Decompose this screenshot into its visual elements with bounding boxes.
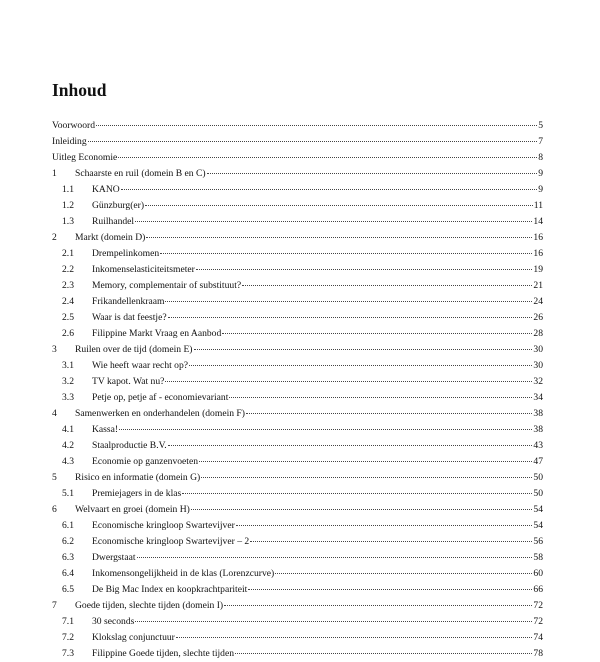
toc-entry-title: Economische kringloop Swartevijver – 2 [92, 536, 250, 547]
dot-leader [242, 285, 532, 286]
toc-entry-number: 5 [52, 472, 57, 483]
dot-leader [168, 445, 533, 446]
toc-entry-title: Filippine Goede tijden, slechte tijden [92, 648, 235, 659]
toc-page-number: 50 [533, 488, 543, 499]
toc-entry-title: Frikandellenkraam [92, 296, 165, 307]
toc-subentry[interactable] [52, 454, 543, 470]
toc-entry-title: Schaarste en ruil (domein B en C) [75, 168, 206, 179]
toc-entry-number: 2.5 [62, 312, 74, 323]
toc-page-number: 47 [533, 456, 543, 467]
toc-entry-title: Ruilhandel [92, 216, 135, 227]
toc-page-number: 72 [533, 600, 543, 611]
toc-entry[interactable] [52, 166, 543, 182]
toc-subentry[interactable] [52, 566, 543, 582]
toc-entry-number: 1.2 [62, 200, 74, 211]
toc-subentry[interactable] [52, 326, 543, 342]
toc-entry-number: 7.1 [62, 616, 74, 627]
toc-page-number: 7 [538, 136, 543, 147]
toc-entry-title: Drempelinkomen [92, 248, 160, 259]
toc-entry-title: Kassa! [92, 424, 119, 435]
toc-subentry[interactable] [52, 518, 543, 534]
toc-entry-title: Günzburg(er) [92, 200, 145, 211]
toc-subentry[interactable] [52, 550, 543, 566]
toc-page-number: 78 [533, 648, 543, 659]
toc-page-number: 9 [538, 184, 543, 195]
toc-subentry[interactable] [52, 198, 543, 214]
toc-page-number: 58 [533, 552, 543, 563]
toc-entry-number: 7 [52, 600, 57, 611]
toc-page-number: 16 [533, 232, 543, 243]
dot-leader [145, 205, 533, 206]
toc-entry-title: Economische kringloop Swartevijver [92, 520, 235, 531]
dot-leader [121, 189, 537, 190]
toc-entry-number: 2.4 [62, 296, 74, 307]
dot-leader [224, 605, 532, 606]
dot-leader [176, 637, 533, 638]
toc-entry-number: 2.1 [62, 248, 74, 259]
toc-entry[interactable] [52, 342, 543, 358]
dot-leader [275, 573, 532, 574]
dot-leader [137, 557, 533, 558]
page-title: Inhoud [52, 80, 107, 100]
toc-entry-number: 4.2 [62, 440, 74, 451]
toc-entry-title: KANO [92, 184, 120, 195]
toc-entry-number: 3.2 [62, 376, 74, 387]
dot-leader [207, 173, 538, 174]
table-of-contents [52, 118, 543, 662]
toc-entry-number: 3 [52, 344, 57, 355]
dot-leader [201, 477, 532, 478]
toc-subentry[interactable] [52, 486, 543, 502]
toc-entry-number: 6.1 [62, 520, 74, 531]
toc-subentry[interactable] [52, 278, 543, 294]
toc-entry[interactable] [52, 406, 543, 422]
toc-entry-number: 3.1 [62, 360, 74, 371]
toc-entry[interactable] [52, 134, 543, 150]
toc-entry-number: 7.2 [62, 632, 74, 643]
toc-entry-title: TV kapot. Wat nu? [92, 376, 165, 387]
toc-entry[interactable] [52, 470, 543, 486]
toc-entry-title: Inkomenselasticiteitsmeter [92, 264, 195, 275]
toc-page-number: 30 [533, 360, 543, 371]
toc-entry-title: Dwergstaat [92, 552, 136, 563]
toc-page-number: 14 [533, 216, 543, 227]
toc-page-number: 8 [538, 152, 543, 163]
toc-subentry[interactable] [52, 646, 543, 662]
toc-subentry[interactable] [52, 534, 543, 550]
toc-page-number: 24 [533, 296, 543, 307]
toc-subentry[interactable] [52, 358, 543, 374]
dot-leader [191, 509, 533, 510]
toc-page-number: 5 [538, 120, 543, 131]
dot-leader [118, 157, 537, 158]
toc-subentry[interactable] [52, 262, 543, 278]
dot-leader [194, 349, 533, 350]
toc-entry-number: 2.2 [62, 264, 74, 275]
toc-page-number: 38 [533, 424, 543, 435]
toc-subentry[interactable] [52, 390, 543, 406]
toc-entry-title: Petje op, petje af - economievariant [92, 392, 229, 403]
dot-leader [165, 381, 532, 382]
toc-entry-number: 4.1 [62, 424, 74, 435]
dot-leader [229, 397, 532, 398]
toc-page-number: 26 [533, 312, 543, 323]
dot-leader [135, 621, 532, 622]
toc-entry-number: 1.3 [62, 216, 74, 227]
toc-entry-title: Klokslag conjunctuur [92, 632, 175, 643]
toc-entry[interactable] [52, 118, 543, 134]
dot-leader [222, 333, 532, 334]
toc-page-number: 11 [533, 200, 543, 211]
toc-page-number: 60 [533, 568, 543, 579]
dot-leader [96, 125, 537, 126]
toc-page-number: 56 [533, 536, 543, 547]
toc-entry-number: 5.1 [62, 488, 74, 499]
toc-entry-title: Inkomensongelijkheid in de klas (Lorenzcurve) [92, 568, 275, 579]
toc-entry-title: Goede tijden, slechte tijden (domein I) [75, 600, 224, 611]
toc-entry-number: 7.3 [62, 648, 74, 659]
toc-entry-title: Filippine Markt Vraag en Aanbod [92, 328, 222, 339]
dot-leader [135, 221, 532, 222]
dot-leader [236, 525, 533, 526]
toc-page-number: 21 [533, 280, 543, 291]
toc-subentry[interactable] [52, 614, 543, 630]
toc-page-number: 38 [533, 408, 543, 419]
toc-entry-title: Voorwoord [52, 120, 95, 131]
toc-entry-number: 6.4 [62, 568, 74, 579]
toc-entry-title: Risico en informatie (domein G) [75, 472, 201, 483]
toc-page-number: 30 [533, 344, 543, 355]
dot-leader [165, 301, 532, 302]
toc-entry-number: 2 [52, 232, 57, 243]
toc-entry-number: 2.6 [62, 328, 74, 339]
toc-subentry[interactable] [52, 246, 543, 262]
dot-leader [189, 365, 532, 366]
toc-page-number: 72 [533, 616, 543, 627]
toc-entry-number: 4 [52, 408, 57, 419]
dot-leader [246, 413, 532, 414]
toc-entry-title: Economie op ganzenvoeten [92, 456, 199, 467]
toc-page-number: 32 [533, 376, 543, 387]
dot-leader [248, 589, 532, 590]
toc-entry-number: 3.3 [62, 392, 74, 403]
toc-entry[interactable] [52, 150, 543, 166]
toc-entry-title: Inleiding [52, 136, 87, 147]
toc-entry-number: 1 [52, 168, 57, 179]
toc-entry-title: Uitleg Economie [52, 152, 118, 163]
dot-leader [182, 493, 532, 494]
toc-entry-title: Ruilen over de tijd (domein E) [75, 344, 193, 355]
toc-subentry[interactable] [52, 214, 543, 230]
toc-entry-number: 4.3 [62, 456, 74, 467]
toc-entry[interactable] [52, 230, 543, 246]
toc-entry-title: De Big Mac Index en koopkrachtpariteit [92, 584, 248, 595]
toc-entry[interactable] [52, 502, 543, 518]
dot-leader [199, 461, 532, 462]
toc-entry-number: 2.3 [62, 280, 74, 291]
toc-entry-title: 30 seconds [92, 616, 135, 627]
toc-page-number: 9 [538, 168, 543, 179]
toc-page-number: 19 [533, 264, 543, 275]
toc-page-number: 54 [533, 520, 543, 531]
toc-subentry[interactable] [52, 310, 543, 326]
toc-entry-title: Markt (domein D) [75, 232, 146, 243]
toc-page-number: 28 [533, 328, 543, 339]
toc-entry-number: 6.3 [62, 552, 74, 563]
toc-entry-number: 6.2 [62, 536, 74, 547]
toc-page-number: 43 [533, 440, 543, 451]
toc-entry-title: Samenwerken en onderhandelen (domein F) [75, 408, 245, 419]
toc-page-number: 34 [533, 392, 543, 403]
dot-leader [235, 653, 532, 654]
toc-entry-title: Memory, complementair of substituut? [92, 280, 242, 291]
toc-entry-title: Welvaart en groei (domein H) [75, 504, 190, 515]
toc-entry-number: 6 [52, 504, 57, 515]
toc-entry-title: Wie heeft waar recht op? [92, 360, 189, 371]
dot-leader [160, 253, 532, 254]
toc-subentry[interactable] [52, 374, 543, 390]
toc-entry-number: 1.1 [62, 184, 74, 195]
dot-leader [88, 141, 538, 142]
toc-subentry[interactable] [52, 294, 543, 310]
toc-subentry[interactable] [52, 422, 543, 438]
toc-subentry[interactable] [52, 630, 543, 646]
toc-subentry[interactable] [52, 438, 543, 454]
toc-entry[interactable] [52, 598, 543, 614]
dot-leader [196, 269, 533, 270]
dot-leader [168, 317, 533, 318]
dot-leader [146, 237, 532, 238]
toc-entry-title: Staalproductie B.V. [92, 440, 167, 451]
toc-subentry[interactable] [52, 582, 543, 598]
toc-page-number: 50 [533, 472, 543, 483]
dot-leader [119, 429, 532, 430]
dot-leader [250, 541, 532, 542]
toc-page-number: 66 [533, 584, 543, 595]
toc-entry-title: Premiejagers in de klas [92, 488, 182, 499]
toc-page-number: 16 [533, 248, 543, 259]
toc-subentry[interactable] [52, 182, 543, 198]
toc-entry-number: 6.5 [62, 584, 74, 595]
toc-page-number: 54 [533, 504, 543, 515]
toc-entry-title: Waar is dat feestje? [92, 312, 167, 323]
toc-page-number: 74 [533, 632, 543, 643]
